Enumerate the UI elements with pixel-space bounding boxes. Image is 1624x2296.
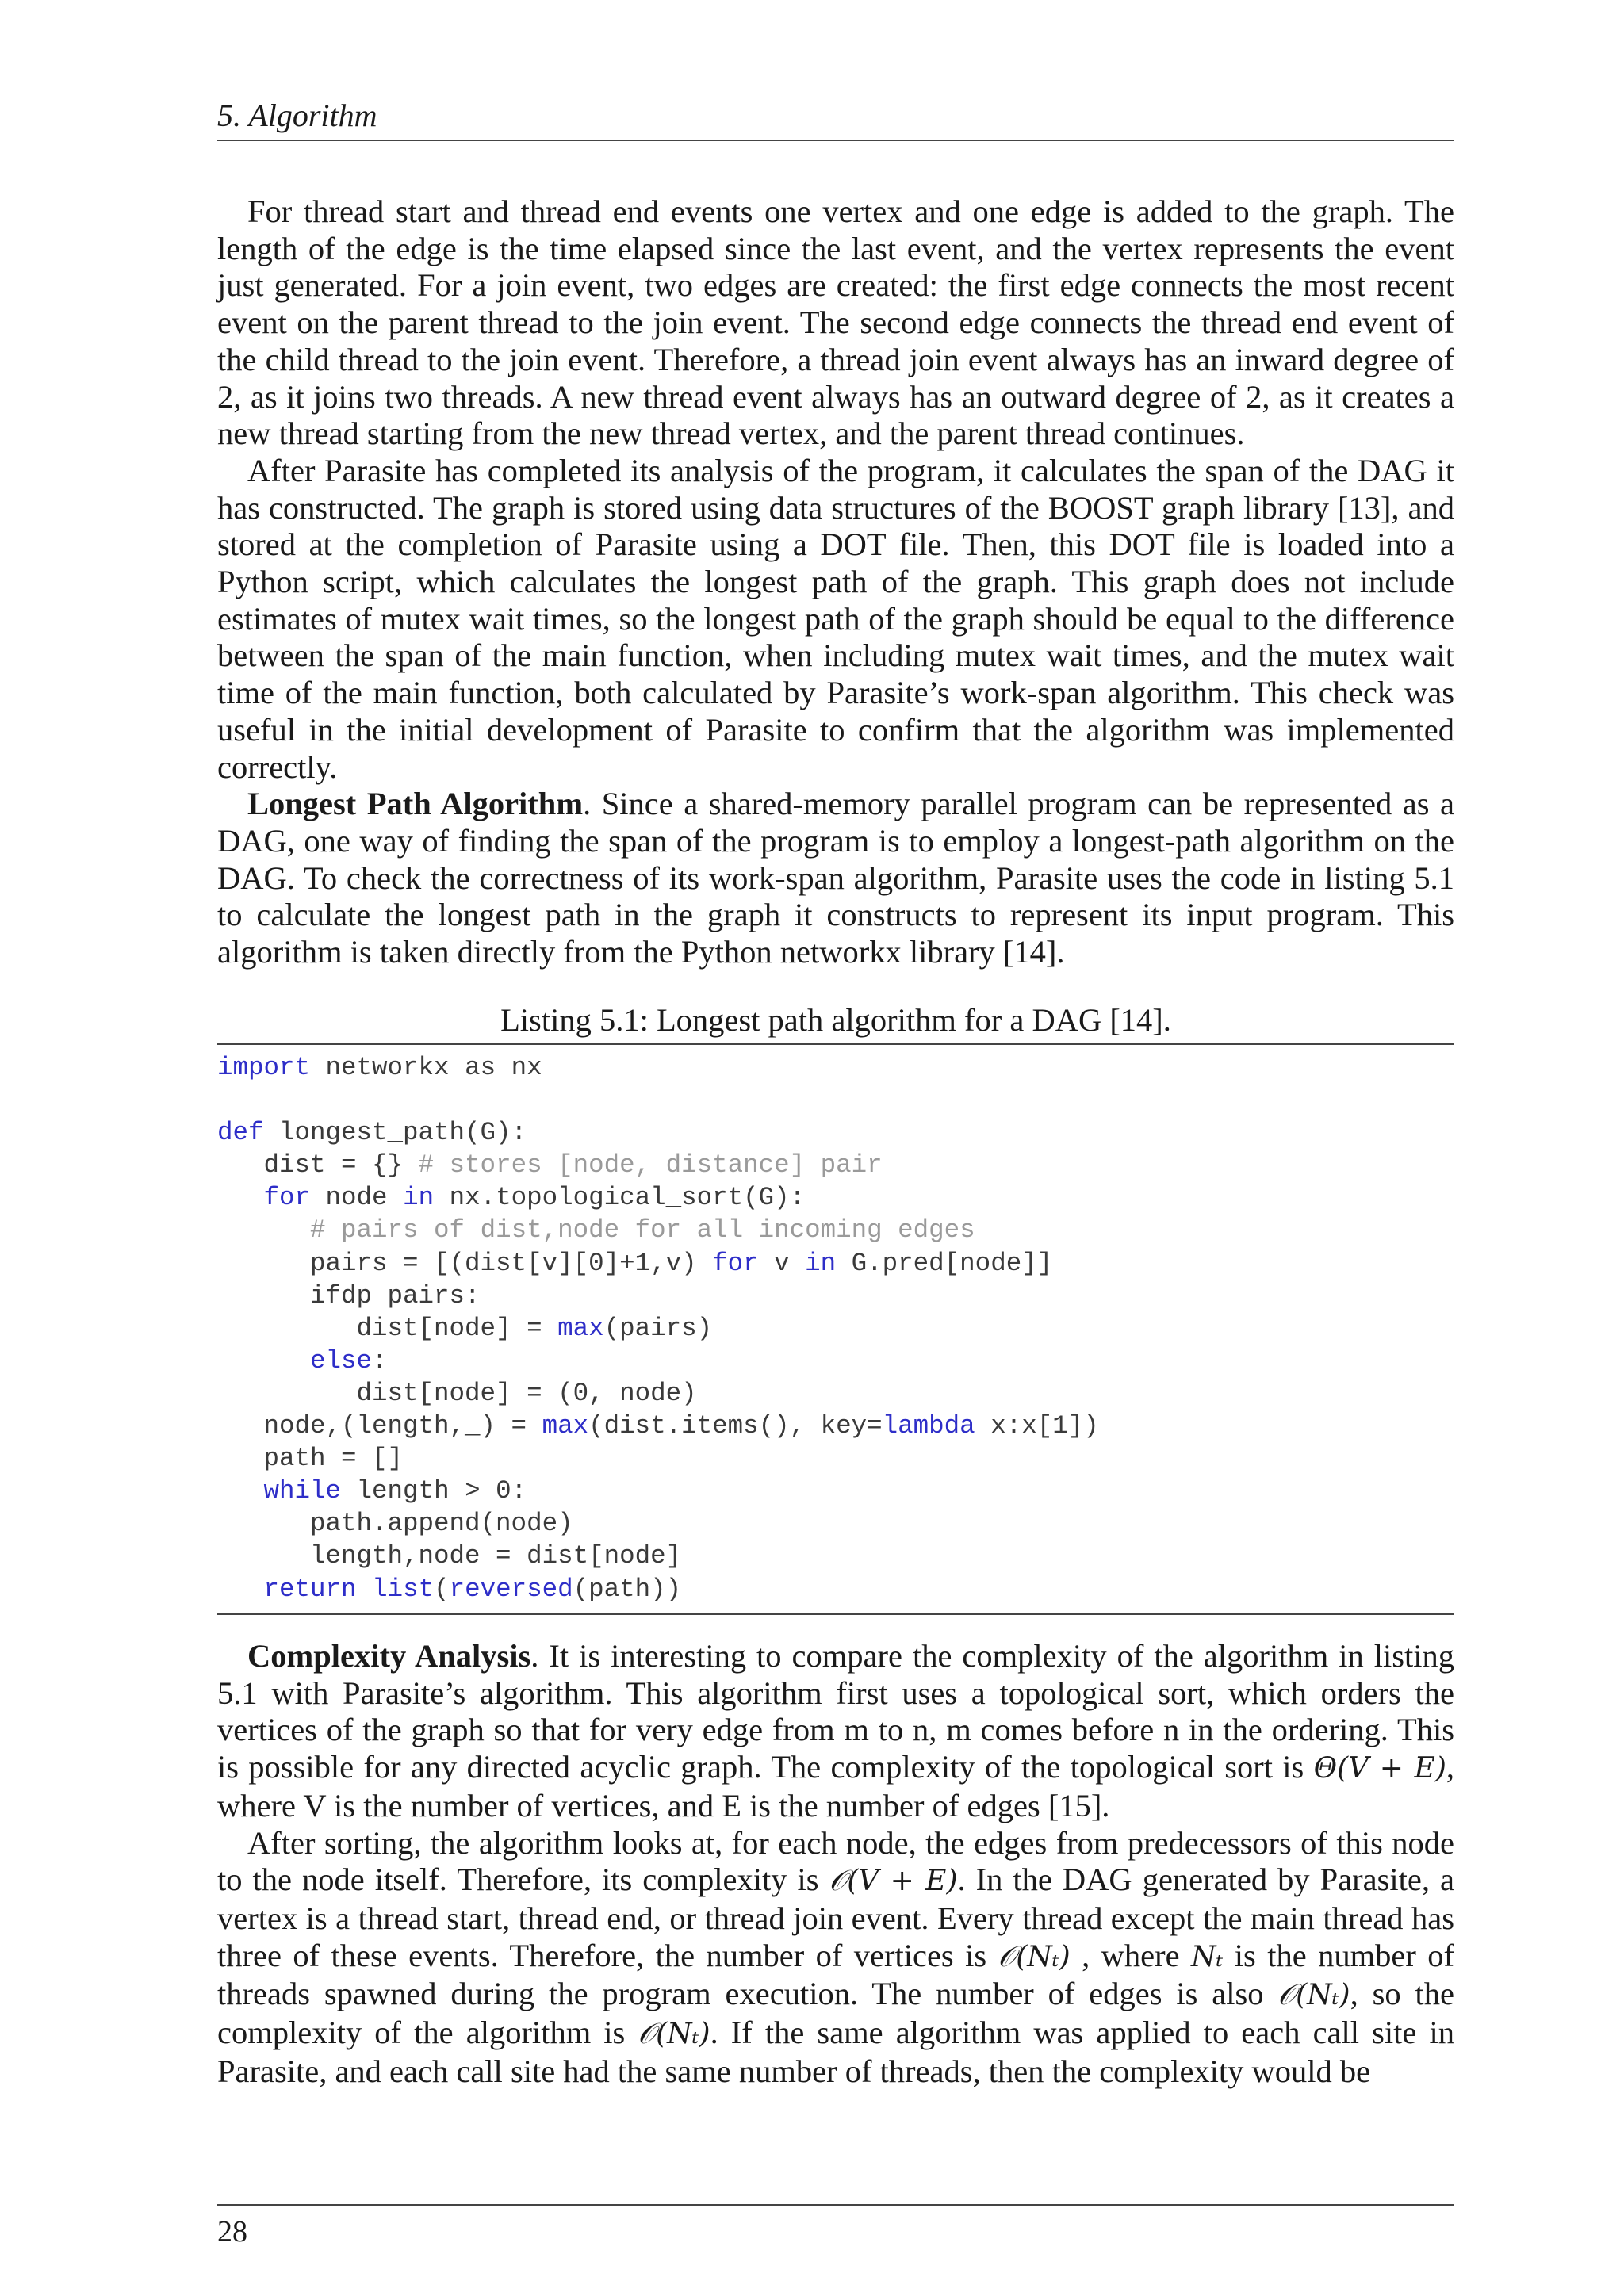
code-line <box>217 1116 1454 1149</box>
code-keyword: list <box>372 1574 435 1604</box>
code-token: nx.topological_sort(G): <box>434 1183 806 1213</box>
after-sorting-text-d: is the number of threads spawned during the program execution. The number of edges is also <box>217 1937 1454 2012</box>
math-nt: Nₜ <box>1191 1940 1224 1973</box>
math-o-nt-algorithm: 𝒪(Nₜ) <box>638 2018 710 2051</box>
code-token <box>357 1575 373 1604</box>
longest-path-text: . Since a shared-memory parallel program can be represented as a DAG, one way of finding the span of the program is to employ a longest-path algorithm on the DAG. To check the correctness of its work-span algorithm, Parasite uses the code in listing 5.1 to calculate the longest path in the graph it constructs to represent its input program. This algorithm is taken directly from the Python networkx library [14]. <box>217 786 1454 970</box>
code-keyword: in <box>805 1248 837 1278</box>
code-keyword: import <box>217 1053 311 1082</box>
code-block <box>217 1045 1454 1615</box>
code-line <box>217 1247 1454 1280</box>
code-keyword: for <box>263 1183 311 1213</box>
math-o-nt-vertices: 𝒪(Nₜ) <box>998 1940 1071 1973</box>
code-line <box>217 1280 1454 1312</box>
math-theta-v-e: Θ(V + E) <box>1313 1752 1446 1785</box>
code-line <box>217 1442 1454 1475</box>
complexity-text-b: , where V is the number of vertices, and E is the number of edges [15]. <box>217 1749 1454 1823</box>
code-line <box>217 1475 1454 1507</box>
code-token: node <box>310 1183 404 1213</box>
code-token: dist[node] = (0, node) <box>217 1378 697 1408</box>
code-token: length > 0: <box>341 1476 527 1506</box>
code-keyword: def <box>217 1118 264 1148</box>
code-token: (dist.items(), key= <box>588 1411 883 1441</box>
code-token: node,(length,_) = <box>217 1411 542 1441</box>
code-token <box>217 1346 310 1376</box>
body-text-top <box>217 193 1454 971</box>
code-line <box>217 1345 1454 1377</box>
code-token <box>217 1575 264 1604</box>
code-keyword: else <box>310 1345 373 1376</box>
code-token <box>217 1183 264 1212</box>
paragraph-after-sorting <box>217 1825 1454 2091</box>
code-token <box>217 1476 264 1506</box>
code-line <box>217 1312 1454 1345</box>
after-sorting-text-e: , so the complexity of the algorithm is <box>217 1976 1454 2051</box>
paragraph-longest-path <box>217 786 1454 971</box>
code-token: dist = {} <box>217 1150 419 1181</box>
complexity-text-a: . It is interesting to compare the complexity of the algorithm in listing 5.1 with Parasite’s algorithm. This algorithm first uses a topological sort, which orders the vertices of the graph so that for very edge from m to n, m comes before n in the ordering. This is possible for any directed acyclic graph. The complexity of the topological sort is <box>217 1638 1454 1785</box>
code-token: path = [] <box>217 1444 404 1474</box>
after-sorting-text-b: . In the DAG generated by Parasite, a vertex is a thread start, thread end, or thread join event. Every thread except the main thread has three of these events. Therefore, the number of vertices is <box>217 1862 1454 1973</box>
code-token: x:x[1]) <box>975 1411 1099 1441</box>
code-keyword: while <box>263 1476 342 1506</box>
code-comment: # stores [node, distance] pair <box>418 1150 883 1181</box>
code-keyword: return <box>263 1574 357 1604</box>
code-token: length,node = dist[node] <box>217 1541 682 1571</box>
running-header <box>217 95 1454 141</box>
after-sorting-text-a: After sorting, the algorithm looks at, for each node, the edges from predecessors of this node to the node itself. Therefore, its complexity is <box>217 1824 1454 1898</box>
code-line <box>217 1051 1454 1084</box>
math-o-v-e: 𝒪(V + E) <box>829 1865 958 1898</box>
code-token <box>217 1215 310 1245</box>
page-number: 28 <box>217 2215 247 2248</box>
chapter-title: 5. Algorithm <box>217 98 377 133</box>
code-keyword: in <box>403 1183 435 1213</box>
code-token: ifdp pairs: <box>217 1280 481 1311</box>
code-comment: # pairs of dist,node for all incoming edges <box>310 1215 975 1246</box>
code-line <box>217 1149 1454 1181</box>
code-token: G.pred[node]] <box>836 1248 1053 1278</box>
listing-caption: Listing 5.1: Longest path algorithm for a DAG [14]. <box>217 1001 1454 1045</box>
code-line <box>217 1084 1454 1116</box>
code-keyword: reversed <box>449 1574 573 1604</box>
after-sorting-text-f: . If the same algorithm was applied to each call site in Parasite, and each call site had the same number of threads, then the complexity would be <box>217 2015 1454 2089</box>
code-listing <box>217 1001 1454 1615</box>
code-line <box>217 1573 1454 1605</box>
paragraph-parasite-span: After Parasite has completed its analysis of the program, it calculates the span of the DAG it has constructed. The graph is stored using data structures of the BOOST graph library [13], and stored at the completion of Parasite using a DOT file. Then, this DOT file is loaded into a Python script, which calculates the longest path of the graph. This graph does not include estimates of mutex wait times, so the longest path of the graph should be equal to the difference between the span of the main function, when including mutex wait times, and the mutex wait time of the main function, both calculated by Parasite’s work-span algorithm. This check was useful in the initial development of Parasite to confirm that the algorithm was implemented correctly. <box>217 452 1454 785</box>
code-token: pairs = [(dist[v][0]+1,v) <box>217 1248 713 1278</box>
code-token: networkx as nx <box>310 1053 542 1082</box>
code-line <box>217 1410 1454 1442</box>
paragraph-complexity <box>217 1638 1454 1825</box>
code-keyword: max <box>557 1313 604 1343</box>
code-token: v <box>758 1248 806 1278</box>
code-token: (path)) <box>573 1574 682 1604</box>
code-keyword: for <box>712 1248 759 1278</box>
body-text-bottom <box>217 1638 1454 2090</box>
code-token: : <box>372 1345 388 1376</box>
code-token: path.append(node) <box>217 1509 573 1539</box>
code-keyword: lambda <box>882 1411 975 1441</box>
code-line <box>217 1507 1454 1540</box>
page-footer <box>217 2204 1454 2250</box>
paragraph-events: For thread start and thread end events one vertex and one edge is added to the graph. The length of the edge is the time elapsed since the last event, and the vertex represents the event just generated. For a join event, two edges are created: the first edge connects the most recent event on the parent thread to the join event. The second edge connects the thread end event of the child thread to the join event. Therefore, a thread join event always has an inward degree of 2, as it joins two threads. A new thread event always has an outward degree of 2, as it creates a new thread starting from the new thread vertex, and the parent thread continues. <box>217 193 1454 452</box>
code-token: (pairs) <box>603 1313 713 1343</box>
code-line <box>217 1214 1454 1246</box>
complexity-heading: Complexity Analysis <box>247 1638 531 1674</box>
longest-path-heading: Longest Path Algorithm <box>247 786 584 822</box>
after-sorting-text-c: , where <box>1070 1937 1191 1973</box>
code-token: dist[node] = <box>217 1313 558 1343</box>
code-line <box>217 1181 1454 1214</box>
code-line <box>217 1377 1454 1410</box>
code-token: longest_path(G): <box>263 1118 527 1148</box>
code-keyword: max <box>542 1411 589 1441</box>
math-o-nt-edges: 𝒪(Nₜ) <box>1277 1979 1350 2012</box>
code-token: ( <box>434 1574 450 1604</box>
code-line <box>217 1540 1454 1572</box>
